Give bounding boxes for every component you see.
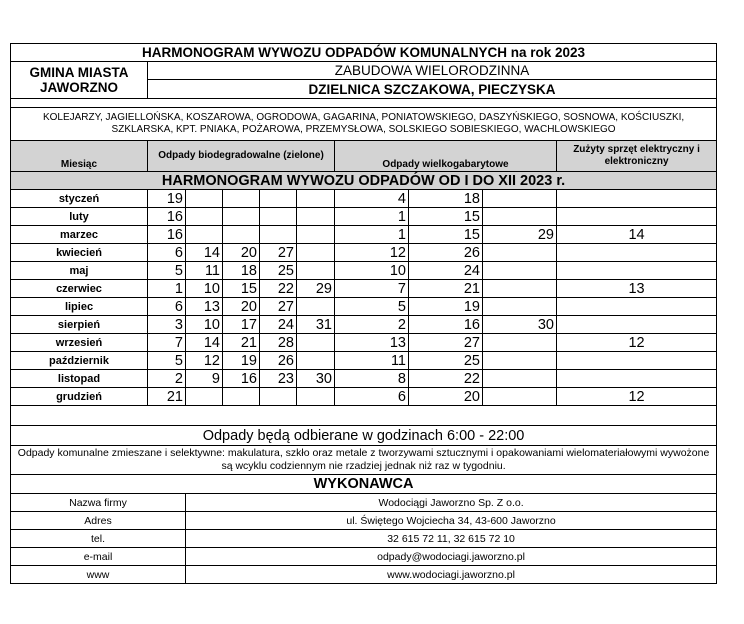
bulky-date: 13 — [335, 334, 409, 352]
contractor-value: Wodociągi Jaworzno Sp. Z o.o. — [186, 494, 717, 512]
bio-date: 19 — [148, 190, 186, 208]
bio-date — [186, 208, 223, 226]
bulky-date — [483, 280, 557, 298]
month-row — [11, 226, 717, 244]
bio-date: 26 — [260, 352, 297, 370]
header-bio: Odpady biodegradowalne (zielone) — [148, 141, 335, 172]
month-name: lipiec — [11, 298, 148, 316]
contractor-row — [11, 512, 717, 530]
electro-date — [557, 370, 717, 388]
bulky-date: 1 — [335, 226, 409, 244]
bulky-date: 29 — [483, 226, 557, 244]
bio-date: 20 — [223, 244, 260, 262]
bio-date: 31 — [297, 316, 335, 334]
bio-date: 5 — [148, 262, 186, 280]
month-row — [11, 316, 717, 334]
month-row — [11, 190, 717, 208]
month-row — [11, 298, 717, 316]
month-row — [11, 208, 717, 226]
bio-date — [297, 226, 335, 244]
bio-date — [260, 388, 297, 406]
contractor-label: Nazwa firmy — [11, 494, 186, 512]
bulky-date — [483, 298, 557, 316]
bio-date — [297, 334, 335, 352]
bio-date — [186, 190, 223, 208]
month-name: maj — [11, 262, 148, 280]
month-row — [11, 388, 717, 406]
header-electro: Zużyty sprzęt elektryczny i elektroniczny — [557, 141, 717, 172]
bio-date: 16 — [148, 208, 186, 226]
bulky-date: 20 — [409, 388, 483, 406]
bulky-date: 5 — [335, 298, 409, 316]
bio-date: 25 — [260, 262, 297, 280]
bio-date: 20 — [223, 298, 260, 316]
zabudowa-label: ZABUDOWA WIELORODZINNA — [148, 62, 717, 80]
bulky-date: 11 — [335, 352, 409, 370]
contractor-label: tel. — [11, 530, 186, 548]
bio-date: 13 — [186, 298, 223, 316]
bio-date — [297, 190, 335, 208]
bio-date — [297, 262, 335, 280]
bulky-date — [483, 262, 557, 280]
contractor-label: www — [11, 566, 186, 584]
bulky-date — [483, 370, 557, 388]
electro-date — [557, 262, 717, 280]
bio-date: 10 — [186, 316, 223, 334]
bulky-date: 19 — [409, 298, 483, 316]
bio-date: 27 — [260, 298, 297, 316]
bulky-date — [483, 244, 557, 262]
bulky-date: 8 — [335, 370, 409, 388]
bio-date: 7 — [148, 334, 186, 352]
contractor-value: odpady@wodociagi.jaworzno.pl — [186, 548, 717, 566]
bulky-date — [483, 352, 557, 370]
bulky-date: 1 — [335, 208, 409, 226]
bio-date — [223, 388, 260, 406]
month-row — [11, 370, 717, 388]
bio-date: 30 — [297, 370, 335, 388]
bio-date: 14 — [186, 244, 223, 262]
electro-date: 14 — [557, 226, 717, 244]
bulky-date: 22 — [409, 370, 483, 388]
bio-date — [260, 208, 297, 226]
month-row — [11, 334, 717, 352]
bulky-date: 16 — [409, 316, 483, 334]
bio-date — [223, 190, 260, 208]
bulky-date: 18 — [409, 190, 483, 208]
contractor-rows — [11, 494, 717, 584]
electro-date: 13 — [557, 280, 717, 298]
month-name: marzec — [11, 226, 148, 244]
bulky-date: 6 — [335, 388, 409, 406]
bio-date: 14 — [186, 334, 223, 352]
bio-date — [223, 208, 260, 226]
bio-date: 6 — [148, 244, 186, 262]
electro-date — [557, 244, 717, 262]
bio-date: 15 — [223, 280, 260, 298]
bulky-date: 30 — [483, 316, 557, 334]
electro-date — [557, 190, 717, 208]
bio-date: 6 — [148, 298, 186, 316]
bulky-date: 25 — [409, 352, 483, 370]
bulky-date — [483, 190, 557, 208]
contractor-row — [11, 494, 717, 512]
bio-date — [297, 388, 335, 406]
bio-date — [260, 226, 297, 244]
street-list: KOLEJARZY, JAGIELLOŃSKA, KOSZAROWA, OGRODOWA, GAGARINA, PONIATOWSKIEGO, DASZYŃSKIEGO, SOSNOWA, KOŚCIUSZKI, SZKLARSKA, KPT. PNIAKA, POŻAROWA, PRZEMYSŁOWA, SOLSKIEGO SOBIESKIEGO, WACHLOWSKIEGO — [11, 108, 717, 141]
bio-date — [297, 298, 335, 316]
bio-date — [223, 226, 260, 244]
bio-date — [186, 226, 223, 244]
bulky-date: 15 — [409, 208, 483, 226]
month-name: listopad — [11, 370, 148, 388]
contractor-row — [11, 548, 717, 566]
month-row — [11, 244, 717, 262]
contractor-label: Adres — [11, 512, 186, 530]
schedule-subtitle: HARMONOGRAM WYWOZU ODPADÓW OD I DO XII 2023 r. — [11, 172, 717, 190]
bulky-date: 4 — [335, 190, 409, 208]
contractor-heading: WYKONAWCA — [11, 475, 717, 494]
bio-date: 10 — [186, 280, 223, 298]
bulky-date: 24 — [409, 262, 483, 280]
bulky-date: 21 — [409, 280, 483, 298]
document-title: HARMONOGRAM WYWOZU ODPADÓW KOMUNALNYCH na rok 2023 — [11, 44, 717, 62]
bio-date: 21 — [223, 334, 260, 352]
bio-date: 5 — [148, 352, 186, 370]
bulky-date: 26 — [409, 244, 483, 262]
contractor-label: e-mail — [11, 548, 186, 566]
month-name: grudzień — [11, 388, 148, 406]
bio-date: 16 — [148, 226, 186, 244]
bulky-date: 15 — [409, 226, 483, 244]
bio-date: 19 — [223, 352, 260, 370]
bio-date: 23 — [260, 370, 297, 388]
collection-note: Odpady komunalne zmieszane i selektywne: makulatura, szkło oraz metale z tworzywami sztucznymi i opakowaniami wielomateriałowymi wywożone są wcyklu codziennym nie rzadziej jednak niż raz w tygodniu. — [11, 446, 717, 475]
month-row — [11, 262, 717, 280]
contractor-row — [11, 566, 717, 584]
bio-date: 18 — [223, 262, 260, 280]
month-name: styczeń — [11, 190, 148, 208]
schedule-document — [10, 43, 716, 584]
month-name: czerwiec — [11, 280, 148, 298]
month-name: wrzesień — [11, 334, 148, 352]
bulky-date — [483, 388, 557, 406]
bio-date: 24 — [260, 316, 297, 334]
month-row — [11, 280, 717, 298]
bulky-date: 12 — [335, 244, 409, 262]
header-month: Miesiąc — [11, 141, 148, 172]
bulky-date: 10 — [335, 262, 409, 280]
electro-date — [557, 208, 717, 226]
bio-date — [186, 388, 223, 406]
electro-date — [557, 298, 717, 316]
bio-date: 27 — [260, 244, 297, 262]
contractor-value: www.wodociagi.jaworzno.pl — [186, 566, 717, 584]
bio-date: 3 — [148, 316, 186, 334]
bulky-date — [483, 334, 557, 352]
bio-date: 2 — [148, 370, 186, 388]
month-rows — [11, 190, 717, 406]
month-name: kwiecień — [11, 244, 148, 262]
bio-date — [297, 244, 335, 262]
dzielnica-label: DZIELNICA SZCZAKOWA, PIECZYSKA — [148, 80, 717, 99]
contractor-value: ul. Świętego Wojciecha 34, 43-600 Jaworzno — [186, 512, 717, 530]
bio-date: 28 — [260, 334, 297, 352]
electro-date: 12 — [557, 334, 717, 352]
month-name: luty — [11, 208, 148, 226]
electro-date: 12 — [557, 388, 717, 406]
bio-date: 9 — [186, 370, 223, 388]
collection-hours: Odpady będą odbierane w godzinach 6:00 - 22:00 — [11, 426, 717, 446]
bio-date: 22 — [260, 280, 297, 298]
bulky-date: 7 — [335, 280, 409, 298]
header-bulky: Odpady wielkogabarytowe — [335, 141, 557, 172]
electro-date — [557, 352, 717, 370]
bio-date: 11 — [186, 262, 223, 280]
month-name: październik — [11, 352, 148, 370]
bio-date — [260, 190, 297, 208]
gmina-label: GMINA MIASTA JAWORZNO — [11, 62, 148, 99]
bio-date: 16 — [223, 370, 260, 388]
electro-date — [557, 316, 717, 334]
bulky-date: 2 — [335, 316, 409, 334]
month-row — [11, 352, 717, 370]
bio-date: 1 — [148, 280, 186, 298]
bio-date: 12 — [186, 352, 223, 370]
bulky-date: 27 — [409, 334, 483, 352]
bio-date: 17 — [223, 316, 260, 334]
bio-date: 29 — [297, 280, 335, 298]
contractor-value: 32 615 72 11, 32 615 72 10 — [186, 530, 717, 548]
bio-date: 21 — [148, 388, 186, 406]
bio-date — [297, 208, 335, 226]
bulky-date — [483, 208, 557, 226]
bio-date — [297, 352, 335, 370]
month-name: sierpień — [11, 316, 148, 334]
schedule-table — [10, 43, 717, 584]
contractor-row — [11, 530, 717, 548]
